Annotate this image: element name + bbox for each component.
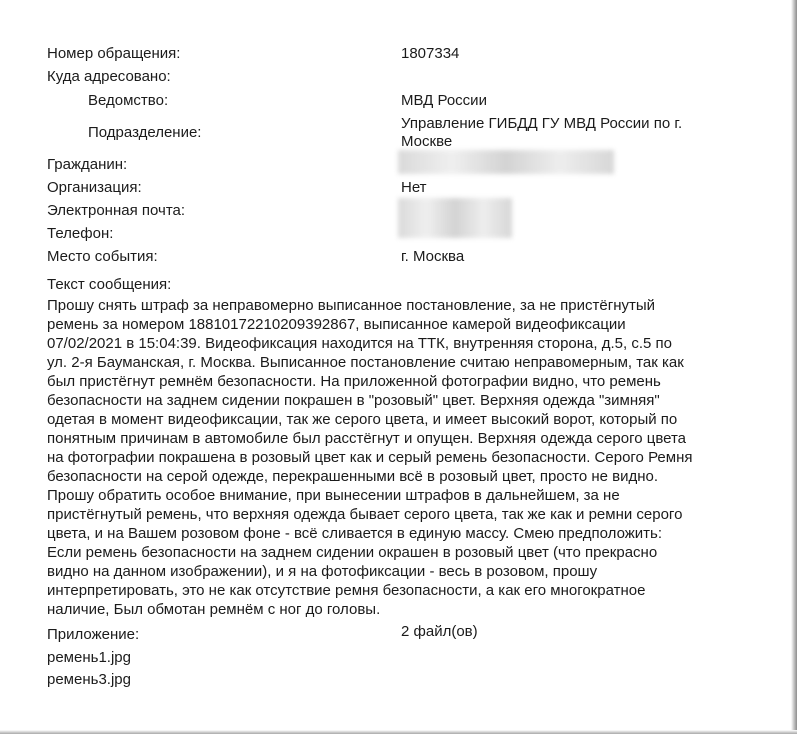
attachment-count: 2 файл(ов) — [401, 623, 478, 640]
message-line: 07/02/2021 в 15:04:39. Видеофиксация находится на ТТК, внутренняя сторона, д.5, с.5 по — [47, 335, 672, 352]
message-line: ул. 2-я Бауманская, г. Москва. Выписанное постановление считаю неправомерным, так как — [47, 354, 684, 371]
email-redacted-value — [398, 198, 512, 238]
message-line: видно на данном изображении), и я на фотофиксации - весь в розовом, прошу — [47, 563, 598, 580]
message-line: Прошу снять штраф за неправомерно выписанное постановление, за не пристёгнутый — [47, 297, 656, 314]
request-number-value: 1807334 — [401, 45, 460, 62]
event-place-label: Место события: — [47, 248, 158, 265]
message-line: понятным причинам в автомобиле был расстёгнут и опущен. Верхняя одежда серого цвета — [47, 430, 687, 447]
department-value: МВД России — [401, 92, 487, 109]
message-line: ремень за номером 18810172210209392867, выписанное камерой видеофиксации — [47, 316, 626, 333]
department-label: Ведомство: — [88, 92, 169, 109]
message-line: Прошу обратить особое внимание, при вынесении штрафов в дальнейшем, за не — [47, 487, 620, 504]
citizen-label: Гражданин: — [47, 156, 128, 173]
message-line: на фотографии покрашена в розовый цвет как и серый ремень безопасности. Серого Ремня — [47, 449, 693, 466]
page-bottom-shadow — [0, 730, 797, 734]
subdivision-value-line1: Управление ГИБДД ГУ МВД России по г. — [401, 115, 683, 132]
citizen-redacted-value — [398, 150, 614, 174]
phone-label: Телефон: — [47, 225, 114, 242]
message-line: одетая в момент видеофиксации, так же серого цвета, и имеет высокий ворот, который по — [47, 411, 678, 428]
message-line: безопасности на заднем сидении покрашен в "розовый" цвет. Верхняя одежда "зимняя" — [47, 392, 660, 409]
message-line: наличие, Был обмотан ремнём с ног до головы. — [47, 601, 381, 618]
message-line: Если ремень безопасности на заднем сидении окрашен в розовый цвет (что прекрасно — [47, 544, 658, 561]
message-body — [47, 296, 727, 619]
message-line: пристёгнутый ремень, что верхняя одежда бывает серого цвета, так же как и ремни серого — [47, 506, 683, 523]
subdivision-value-line2: Москве — [401, 133, 453, 150]
page-edge-shadow — [791, 0, 797, 734]
message-line: безопасности на серой одежде, перекрашенными всё в розовый цвет, просто не видно. — [47, 468, 659, 485]
addressed-to-label: Куда адресовано: — [47, 68, 171, 85]
organization-value: Нет — [401, 179, 427, 196]
organization-label: Организация: — [47, 179, 142, 196]
subdivision-label: Подразделение: — [88, 124, 202, 141]
message-line: интерпретировать, это не как отсутствие ремня безопасности, а как его многократное — [47, 582, 646, 599]
message-line: цвета, и на Вашем розовом фоне - всё сливается в единую массу. Смею предположить: — [47, 525, 663, 542]
attachment-file-2[interactable]: ремень3.jpg — [47, 671, 131, 688]
message-text-label: Текст сообщения: — [47, 276, 172, 293]
attachment-file-1[interactable]: ремень1.jpg — [47, 649, 131, 666]
message-line: был пристёгнут ремнём безопасности. На приложенной фотографии видно, что ремень — [47, 373, 661, 390]
request-number-label: Номер обращения: — [47, 45, 181, 62]
attachment-label: Приложение: — [47, 626, 140, 643]
event-place-value: г. Москва — [401, 248, 465, 265]
email-label: Электронная почта: — [47, 202, 186, 219]
